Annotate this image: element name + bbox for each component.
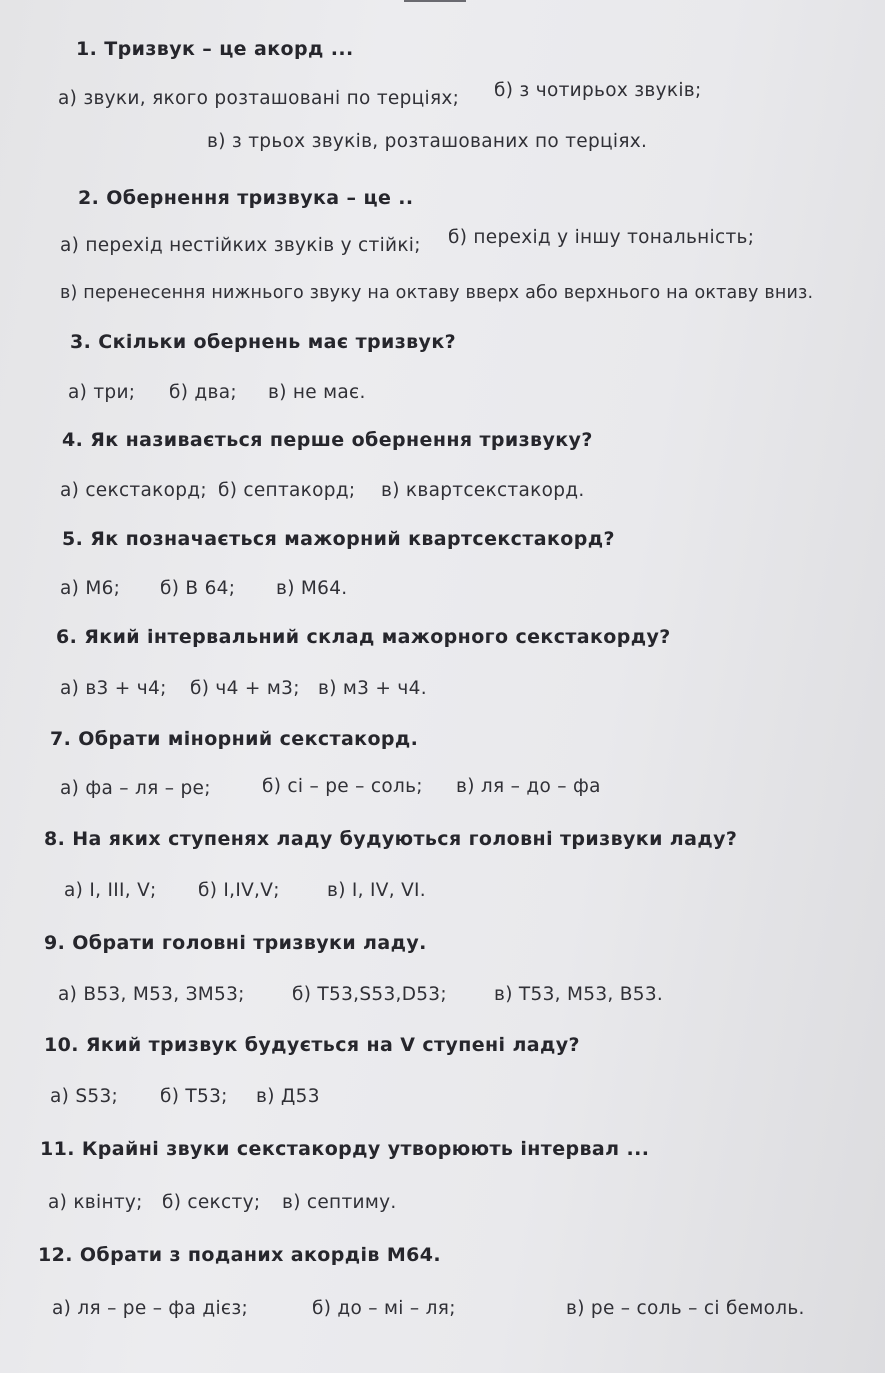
q8-option-b: б) I,IV,V; bbox=[198, 880, 280, 901]
question-2: 2. Обернення тризвука – це .. bbox=[78, 187, 414, 209]
q3-option-c: в) не має. bbox=[268, 382, 366, 403]
q11-option-b: б) сексту; bbox=[162, 1192, 261, 1213]
q1-option-c: в) з трьох звуків, розташованих по терціях. bbox=[207, 131, 648, 152]
q11-option-a: а) квінту; bbox=[48, 1192, 143, 1213]
q3-option-b: б) два; bbox=[169, 382, 237, 403]
question-10: 10. Який тризвук будується на V ступені ладу? bbox=[44, 1034, 580, 1056]
q7-option-a: а) фа – ля – ре; bbox=[60, 778, 211, 799]
question-9: 9. Обрати головні тризвуки ладу. bbox=[44, 932, 427, 954]
q12-option-a: а) ля – ре – фа дієз; bbox=[52, 1298, 249, 1319]
question-1: 1. Тризвук – це акорд ... bbox=[76, 38, 354, 60]
q7-option-c: в) ля – до – фа bbox=[456, 776, 601, 797]
q9-option-b: б) Т53,S53,D53; bbox=[292, 984, 447, 1005]
q2-option-b: б) перехід у іншу тональність; bbox=[448, 227, 755, 248]
question-8: 8. На яких ступенях ладу будуються головні тризвуки ладу? bbox=[44, 828, 738, 850]
q9-option-a: а) В53, М53, ЗМ53; bbox=[58, 984, 245, 1005]
top-rule bbox=[404, 0, 466, 2]
question-7: 7. Обрати мінорний секстакорд. bbox=[50, 728, 419, 750]
q12-option-b: б) до – мі – ля; bbox=[312, 1298, 456, 1319]
q4-option-a: а) секстакорд; bbox=[60, 480, 207, 501]
question-12: 12. Обрати з поданих акордів М64. bbox=[38, 1244, 441, 1266]
q2-option-c: в) перенесення нижнього звуку на октаву вверх або верхнього на октаву вниз. bbox=[60, 283, 814, 303]
q2-option-a: а) перехід нестійких звуків у стійкі; bbox=[60, 235, 421, 256]
q10-option-a: а) S53; bbox=[50, 1086, 119, 1107]
question-11: 11. Крайні звуки секстакорду утворюють інтервал ... bbox=[40, 1138, 650, 1160]
q4-option-b: б) септакорд; bbox=[218, 480, 356, 501]
q5-option-b: б) В 64; bbox=[160, 578, 236, 599]
q1-option-b: б) з чотирьох звуків; bbox=[494, 80, 702, 101]
question-4: 4. Як називається перше обернення тризвуку? bbox=[62, 429, 593, 451]
q12-option-c: в) ре – соль – сі бемоль. bbox=[566, 1298, 805, 1319]
q6-option-b: б) ч4 + м3; bbox=[190, 678, 300, 699]
q9-option-c: в) Т53, М53, В53. bbox=[494, 984, 664, 1005]
q11-option-c: в) септиму. bbox=[282, 1192, 397, 1213]
q1-option-a: а) звуки, якого розташовані по терціях; bbox=[58, 88, 460, 109]
q5-option-a: а) М6; bbox=[60, 578, 121, 599]
q6-option-c: в) м3 + ч4. bbox=[318, 678, 427, 699]
question-6: 6. Який інтервальний склад мажорного секстакорду? bbox=[56, 626, 671, 648]
q8-option-c: в) I, IV, VI. bbox=[327, 880, 426, 901]
q5-option-c: в) М64. bbox=[276, 578, 348, 599]
q8-option-a: а) I, III, V; bbox=[64, 880, 157, 901]
q10-option-b: б) Т53; bbox=[160, 1086, 228, 1107]
q4-option-c: в) квартсекстакорд. bbox=[381, 480, 585, 501]
q3-option-a: а) три; bbox=[68, 382, 136, 403]
q10-option-c: в) Д53 bbox=[256, 1086, 320, 1107]
question-3: 3. Скільки обернень має тризвук? bbox=[70, 331, 457, 353]
question-5: 5. Як позначається мажорний квартсекстакорд? bbox=[62, 528, 615, 550]
q6-option-a: а) в3 + ч4; bbox=[60, 678, 167, 699]
q7-option-b: б) сі – ре – соль; bbox=[262, 776, 423, 797]
